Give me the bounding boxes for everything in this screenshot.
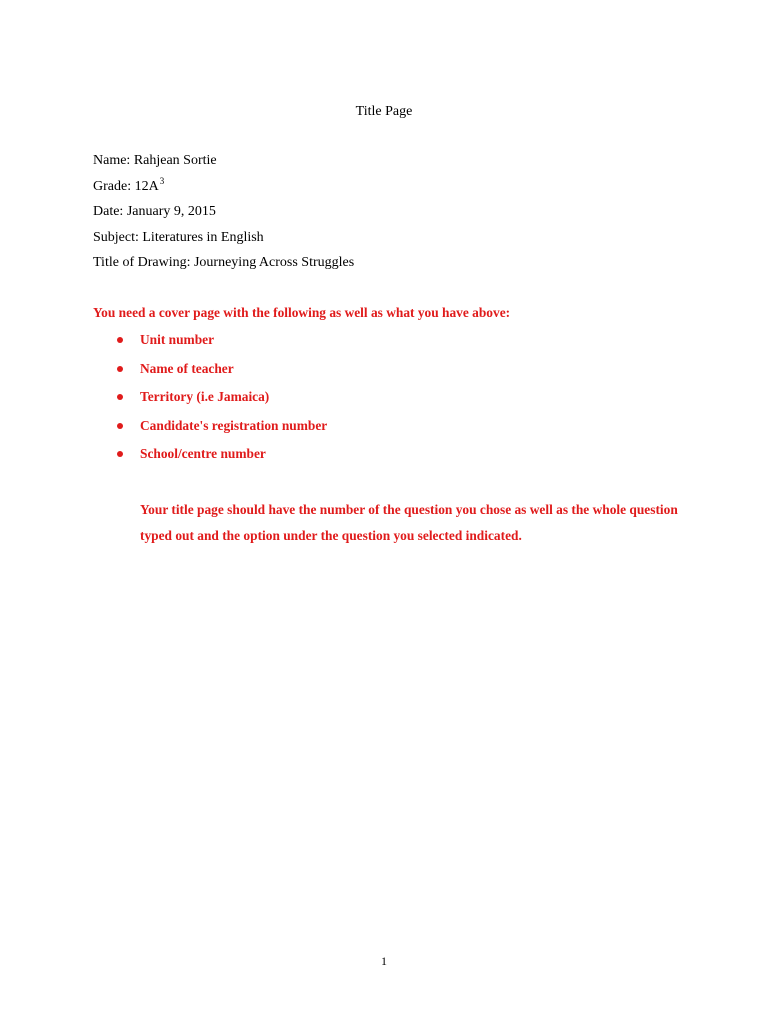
bullet-icon <box>117 423 123 429</box>
bullet-icon <box>117 337 123 343</box>
list-item <box>93 388 327 417</box>
page-number: 1 <box>381 954 387 968</box>
instruction-paragraph: Your title page should have the number of the question you chose as well as the whole question typed out and the option under the question you selected indicated. <box>140 502 678 543</box>
list-item-label: Name of teacher <box>140 360 234 376</box>
student-info <box>93 152 354 280</box>
page-title: Title Page <box>355 104 413 119</box>
name-line: Name: Rahjean Sortie <box>93 153 217 168</box>
drawing-title-line: Title of Drawing: Journeying Across Struggles <box>93 255 355 270</box>
bullet-icon <box>117 366 123 372</box>
list-item <box>93 417 327 446</box>
instruction-intro: You need a cover page with the following as well as what you have above: <box>93 305 511 320</box>
requirements-list <box>93 331 327 474</box>
list-item-label: Unit number <box>140 332 215 347</box>
subject-line: Subject: Literatures in English <box>93 229 264 245</box>
grade-superscript: 3 <box>159 175 165 186</box>
list-item-label: Candidate's registration number <box>140 417 328 433</box>
grade-line <box>93 175 354 204</box>
bullet-icon <box>117 394 123 400</box>
bullet-icon <box>117 451 123 457</box>
list-item-label: School/centre number <box>140 446 266 461</box>
date-line: Date: January 9, 2015 <box>93 204 216 219</box>
list-item-label: Territory (i.e Jamaica) <box>140 389 270 404</box>
list-item <box>93 331 327 360</box>
list-item <box>93 445 327 474</box>
grade-text: Grade: 12A <box>93 178 159 194</box>
list-item <box>93 360 327 389</box>
